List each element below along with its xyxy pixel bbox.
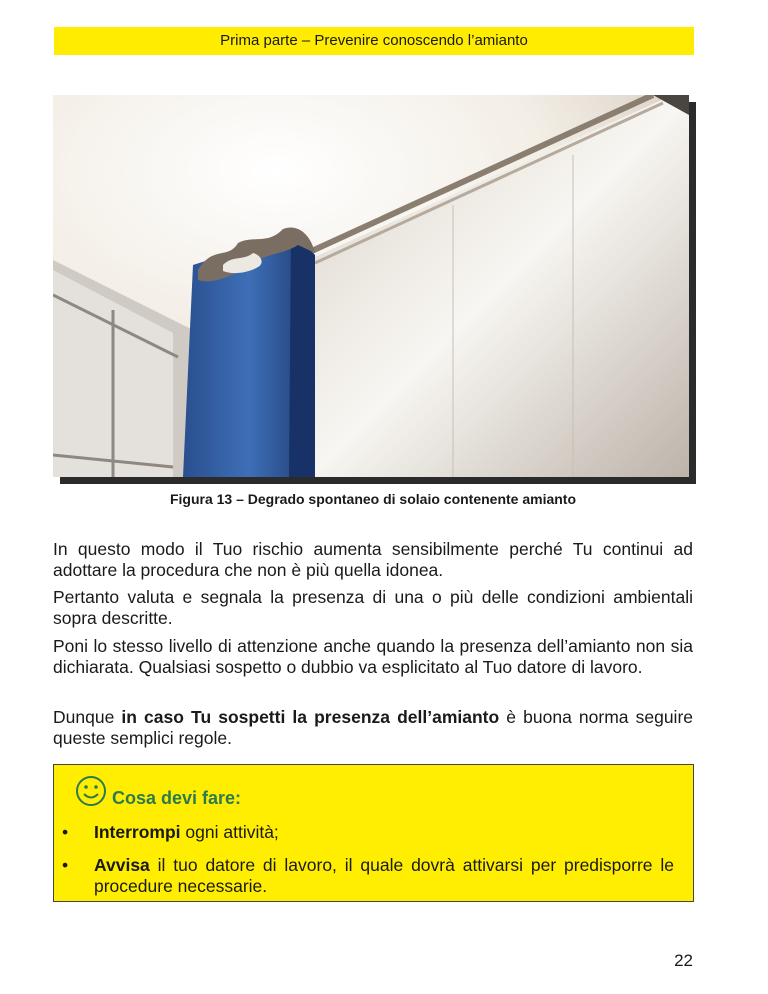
figure-caption: Figura 13 – Degrado spontaneo di solaio contenente amianto: [169, 491, 577, 507]
what-to-do-box: [53, 764, 694, 902]
item-text: ogni attività;: [180, 822, 279, 842]
running-header: [54, 27, 694, 55]
box-title: Cosa devi fare:: [112, 787, 242, 808]
rules-text-start: Dunque: [53, 707, 122, 727]
header-text: Prima parte – Prevenire conoscendo l’amianto: [220, 32, 528, 49]
figure-photo: [53, 95, 689, 477]
ceiling-photo: [53, 95, 689, 477]
bullet: •: [62, 822, 69, 842]
smiley-icon: [74, 774, 108, 808]
paragraph-attention: Poni lo stesso livello di attenzione anche quando la presenza dell’amianto non sia dichiarata. Qualsiasi sospetto o dubbio va esplicitato al Tuo datore di lavoro.: [53, 636, 693, 677]
item-bold: Avvisa: [94, 855, 150, 875]
paragraph-rules: [53, 707, 693, 749]
rules-text-bold: in caso Tu sospetti la presenza dell’amianto: [121, 707, 500, 727]
paragraph-risk: In questo modo il Tuo rischio aumenta sensibilmente perché Tu continui ad adottare la procedura che non è più quella idonea.: [53, 539, 693, 580]
item-text: il tuo datore di lavoro, il quale dovrà attivarsi per predisporre le procedure necessarie.: [94, 855, 674, 896]
rules-text-end: è buona norma seguire queste semplici regole.: [53, 707, 694, 748]
page-number: 22: [674, 951, 693, 970]
paragraph-assess: Pertanto valuta e segnala la presenza di una o più delle condizioni ambientali sopra descritte.: [53, 587, 693, 628]
bullet: •: [62, 855, 69, 875]
item-bold: Interrompi: [94, 822, 181, 842]
box-heading: [74, 773, 241, 809]
